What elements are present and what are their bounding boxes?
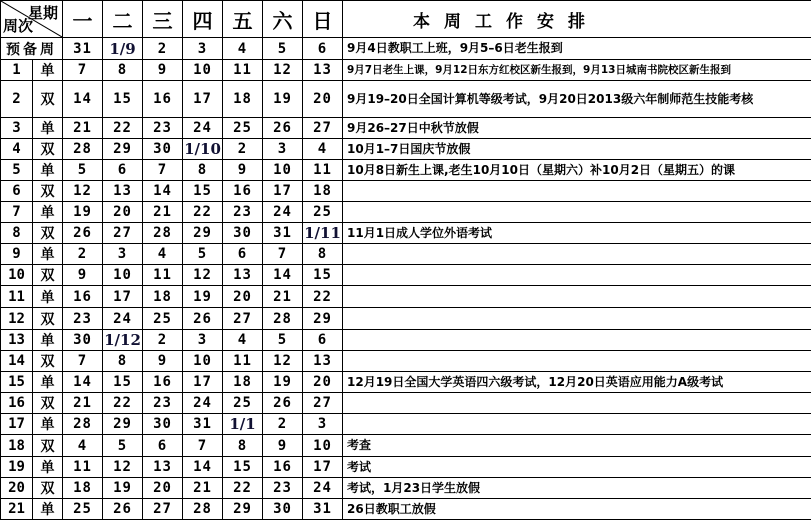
date-cell: 19 xyxy=(103,478,143,499)
date-cell: 22 xyxy=(303,286,343,308)
week-row xyxy=(1,265,811,286)
date-cell: 11 xyxy=(63,457,103,478)
date-cell: 20 xyxy=(303,81,343,118)
date-cell: 2 xyxy=(63,244,103,265)
weekly-plan-cell: 9月19–20日全国计算机等级考试，9月20日2013级六年制师范生技能考核 xyxy=(343,81,811,118)
date-cell: 8 xyxy=(183,160,223,181)
date-cell: 24 xyxy=(303,478,343,499)
week-row xyxy=(1,457,811,478)
weekly-plan-cell xyxy=(343,414,811,435)
date-cell: 18 xyxy=(63,478,103,499)
week-row xyxy=(1,393,811,414)
date-cell: 27 xyxy=(143,499,183,520)
week-row xyxy=(1,499,811,520)
date-cell: 30 xyxy=(263,499,303,520)
date-cell: 21 xyxy=(63,118,103,139)
date-cell: 8 xyxy=(103,60,143,81)
date-cell: 5 xyxy=(263,330,303,351)
week-parity: 单 xyxy=(33,372,63,393)
date-cell: 25 xyxy=(223,393,263,414)
week-number: 16 xyxy=(1,393,33,414)
week-row xyxy=(1,81,811,118)
date-cell: 12 xyxy=(263,60,303,81)
date-cell: 15 xyxy=(103,81,143,118)
week-row xyxy=(1,286,811,308)
date-cell: 9 xyxy=(263,435,303,457)
date-cell: 14 xyxy=(263,265,303,286)
calendar-body xyxy=(1,38,811,520)
date-cell: 13 xyxy=(303,60,343,81)
date-cell: 7 xyxy=(263,244,303,265)
month-start-date-cell: 1/12 xyxy=(103,330,143,351)
date-cell: 7 xyxy=(143,160,183,181)
date-cell: 12 xyxy=(63,181,103,202)
weekday-axis-label: 星期 xyxy=(28,2,58,23)
weekly-plan-cell xyxy=(343,351,811,372)
date-cell: 19 xyxy=(263,372,303,393)
prep-week-label: 预备周 xyxy=(1,38,63,60)
date-cell: 7 xyxy=(63,60,103,81)
date-cell: 15 xyxy=(223,457,263,478)
date-cell: 3 xyxy=(103,244,143,265)
week-parity: 双 xyxy=(33,81,63,118)
date-cell: 17 xyxy=(183,372,223,393)
date-cell: 19 xyxy=(63,202,103,223)
week-parity: 双 xyxy=(33,181,63,202)
date-cell: 16 xyxy=(63,286,103,308)
date-cell: 5 xyxy=(263,38,303,60)
date-cell: 11 xyxy=(143,265,183,286)
date-cell: 28 xyxy=(63,414,103,435)
week-number: 21 xyxy=(1,499,33,520)
date-cell: 3 xyxy=(263,139,303,160)
date-cell: 31 xyxy=(303,499,343,520)
week-row xyxy=(1,330,811,351)
date-cell: 14 xyxy=(183,457,223,478)
date-cell: 28 xyxy=(183,499,223,520)
date-cell: 29 xyxy=(183,223,223,244)
week-parity: 双 xyxy=(33,308,63,330)
week-parity: 单 xyxy=(33,330,63,351)
date-cell: 6 xyxy=(103,160,143,181)
date-cell: 27 xyxy=(223,308,263,330)
date-cell: 10 xyxy=(263,160,303,181)
date-cell: 26 xyxy=(183,308,223,330)
week-parity: 单 xyxy=(33,202,63,223)
date-cell: 24 xyxy=(263,202,303,223)
week-number: 17 xyxy=(1,414,33,435)
week-number: 10 xyxy=(1,265,33,286)
date-cell: 6 xyxy=(223,244,263,265)
date-cell: 3 xyxy=(303,414,343,435)
date-cell: 23 xyxy=(63,308,103,330)
date-cell: 8 xyxy=(103,351,143,372)
week-parity: 单 xyxy=(33,60,63,81)
date-cell: 20 xyxy=(143,478,183,499)
date-cell: 7 xyxy=(63,351,103,372)
week-axis-label: 周次 xyxy=(3,15,33,36)
date-cell: 17 xyxy=(303,457,343,478)
week-parity: 单 xyxy=(33,457,63,478)
week-row xyxy=(1,160,811,181)
week-number: 5 xyxy=(1,160,33,181)
date-cell: 27 xyxy=(103,223,143,244)
week-number: 15 xyxy=(1,372,33,393)
date-cell: 16 xyxy=(143,372,183,393)
weekday-header-sat: 六 xyxy=(263,1,303,38)
date-cell: 21 xyxy=(63,393,103,414)
date-cell: 12 xyxy=(263,351,303,372)
date-cell: 3 xyxy=(183,38,223,60)
date-cell: 16 xyxy=(143,81,183,118)
date-cell: 11 xyxy=(303,160,343,181)
week-number: 1 xyxy=(1,60,33,81)
date-cell: 18 xyxy=(143,286,183,308)
date-cell: 21 xyxy=(143,202,183,223)
week-number: 4 xyxy=(1,139,33,160)
week-number: 3 xyxy=(1,118,33,139)
date-cell: 5 xyxy=(63,160,103,181)
weekday-header-thu: 四 xyxy=(183,1,223,38)
week-row xyxy=(1,202,811,223)
week-row xyxy=(1,223,811,244)
week-parity: 单 xyxy=(33,414,63,435)
date-cell: 23 xyxy=(263,478,303,499)
date-cell: 19 xyxy=(183,286,223,308)
date-cell: 7 xyxy=(183,435,223,457)
week-row xyxy=(1,372,811,393)
weekly-plan-cell xyxy=(343,393,811,414)
date-cell: 26 xyxy=(263,118,303,139)
date-cell: 17 xyxy=(263,181,303,202)
weekly-plan-cell: 考试 xyxy=(343,457,811,478)
date-cell: 22 xyxy=(223,478,263,499)
date-cell: 18 xyxy=(303,181,343,202)
week-number: 7 xyxy=(1,202,33,223)
week-row xyxy=(1,478,811,499)
date-cell: 5 xyxy=(103,435,143,457)
date-cell: 9 xyxy=(143,60,183,81)
date-cell: 14 xyxy=(63,372,103,393)
date-cell: 12 xyxy=(183,265,223,286)
week-number: 18 xyxy=(1,435,33,457)
corner-header xyxy=(1,1,63,38)
weekday-header-mon: 一 xyxy=(63,1,103,38)
date-cell: 8 xyxy=(223,435,263,457)
weekly-plan-header: 本周工作安排 xyxy=(343,1,811,38)
date-cell: 4 xyxy=(223,330,263,351)
date-cell: 13 xyxy=(223,265,263,286)
week-parity: 双 xyxy=(33,393,63,414)
week-parity: 单 xyxy=(33,160,63,181)
date-cell: 2 xyxy=(223,139,263,160)
week-parity: 单 xyxy=(33,244,63,265)
date-cell: 19 xyxy=(263,81,303,118)
date-cell: 20 xyxy=(223,286,263,308)
weekly-plan-cell xyxy=(343,286,811,308)
date-cell: 26 xyxy=(63,223,103,244)
date-cell: 10 xyxy=(183,351,223,372)
header-row xyxy=(1,1,811,38)
weekly-plan-cell xyxy=(343,330,811,351)
date-cell: 15 xyxy=(303,265,343,286)
date-cell: 29 xyxy=(303,308,343,330)
weekly-plan-cell: 10月8日新生上课,老生10月10日（星期六）补10月2日（星期五）的课 xyxy=(343,160,811,181)
date-cell: 11 xyxy=(223,60,263,81)
date-cell: 30 xyxy=(63,330,103,351)
week-row xyxy=(1,118,811,139)
week-row xyxy=(1,308,811,330)
week-number: 13 xyxy=(1,330,33,351)
date-cell: 21 xyxy=(263,286,303,308)
weekday-header-tue: 二 xyxy=(103,1,143,38)
date-cell: 13 xyxy=(143,457,183,478)
week-row xyxy=(1,181,811,202)
date-cell: 15 xyxy=(103,372,143,393)
date-cell: 24 xyxy=(183,118,223,139)
week-number: 2 xyxy=(1,81,33,118)
date-cell: 26 xyxy=(263,393,303,414)
date-cell: 11 xyxy=(223,351,263,372)
week-number: 20 xyxy=(1,478,33,499)
weekly-plan-cell: 9月7日老生上课，9月12日东方红校区新生报到，9月13日城南书院校区新生报到 xyxy=(343,60,811,81)
weekly-plan-cell: 11月1日成人学位外语考试 xyxy=(343,223,811,244)
date-cell: 6 xyxy=(303,38,343,60)
date-cell: 14 xyxy=(63,81,103,118)
date-cell: 17 xyxy=(103,286,143,308)
date-cell: 25 xyxy=(223,118,263,139)
date-cell: 15 xyxy=(183,181,223,202)
week-number: 11 xyxy=(1,286,33,308)
date-cell: 29 xyxy=(103,414,143,435)
date-cell: 31 xyxy=(263,223,303,244)
date-cell: 10 xyxy=(303,435,343,457)
weekly-plan-cell: 9月4日教职工上班，9月5–6日老生报到 xyxy=(343,38,811,60)
date-cell: 18 xyxy=(223,372,263,393)
date-cell: 25 xyxy=(303,202,343,223)
date-cell: 17 xyxy=(183,81,223,118)
week-number: 12 xyxy=(1,308,33,330)
weekly-plan-cell xyxy=(343,265,811,286)
date-cell: 30 xyxy=(223,223,263,244)
week-parity: 双 xyxy=(33,435,63,457)
date-cell: 9 xyxy=(143,351,183,372)
weekly-plan-cell: 10月1–7日国庆节放假 xyxy=(343,139,811,160)
weekly-plan-cell xyxy=(343,181,811,202)
weekday-header-wed: 三 xyxy=(143,1,183,38)
week-number: 14 xyxy=(1,351,33,372)
week-row xyxy=(1,60,811,81)
date-cell: 30 xyxy=(143,414,183,435)
week-parity: 单 xyxy=(33,286,63,308)
date-cell: 24 xyxy=(183,393,223,414)
date-cell: 30 xyxy=(143,139,183,160)
date-cell: 29 xyxy=(223,499,263,520)
date-cell: 16 xyxy=(263,457,303,478)
date-cell: 13 xyxy=(103,181,143,202)
weekly-plan-cell xyxy=(343,244,811,265)
date-cell: 16 xyxy=(223,181,263,202)
date-cell: 28 xyxy=(263,308,303,330)
date-cell: 26 xyxy=(103,499,143,520)
date-cell: 2 xyxy=(143,330,183,351)
week-parity: 单 xyxy=(33,118,63,139)
date-cell: 2 xyxy=(263,414,303,435)
week-parity: 双 xyxy=(33,351,63,372)
week-row xyxy=(1,244,811,265)
week-parity: 双 xyxy=(33,139,63,160)
weekly-plan-cell: 考试，1月23日学生放假 xyxy=(343,478,811,499)
date-cell: 23 xyxy=(143,393,183,414)
date-cell: 22 xyxy=(103,393,143,414)
week-parity: 双 xyxy=(33,223,63,244)
date-cell: 31 xyxy=(183,414,223,435)
weekly-plan-cell xyxy=(343,308,811,330)
date-cell: 14 xyxy=(143,181,183,202)
date-cell: 27 xyxy=(303,393,343,414)
week-row xyxy=(1,435,811,457)
week-number: 9 xyxy=(1,244,33,265)
date-cell: 27 xyxy=(303,118,343,139)
week-row xyxy=(1,351,811,372)
date-cell: 12 xyxy=(103,457,143,478)
month-start-date-cell: 1/10 xyxy=(183,139,223,160)
date-cell: 31 xyxy=(63,38,103,60)
date-cell: 4 xyxy=(223,38,263,60)
week-parity: 双 xyxy=(33,265,63,286)
date-cell: 4 xyxy=(63,435,103,457)
date-cell: 2 xyxy=(143,38,183,60)
week-number: 8 xyxy=(1,223,33,244)
date-cell: 18 xyxy=(223,81,263,118)
date-cell: 5 xyxy=(183,244,223,265)
date-cell: 23 xyxy=(223,202,263,223)
date-cell: 25 xyxy=(63,499,103,520)
date-cell: 9 xyxy=(63,265,103,286)
month-start-date-cell: 1/9 xyxy=(103,38,143,60)
weekly-plan-cell: 12月19日全国大学英语四六级考试，12月20日英语应用能力A级考试 xyxy=(343,372,811,393)
date-cell: 28 xyxy=(63,139,103,160)
date-cell: 22 xyxy=(183,202,223,223)
weekly-plan-cell xyxy=(343,202,811,223)
weekday-header-fri: 五 xyxy=(223,1,263,38)
date-cell: 10 xyxy=(103,265,143,286)
weekday-header-sun: 日 xyxy=(303,1,343,38)
date-cell: 6 xyxy=(143,435,183,457)
date-cell: 28 xyxy=(143,223,183,244)
date-cell: 9 xyxy=(223,160,263,181)
date-cell: 25 xyxy=(143,308,183,330)
week-row xyxy=(1,38,811,60)
weekly-plan-cell: 9月26–27日中秋节放假 xyxy=(343,118,811,139)
week-number: 6 xyxy=(1,181,33,202)
date-cell: 29 xyxy=(103,139,143,160)
month-start-date-cell: 1/11 xyxy=(303,223,343,244)
date-cell: 21 xyxy=(183,478,223,499)
week-parity: 双 xyxy=(33,478,63,499)
date-cell: 22 xyxy=(103,118,143,139)
date-cell: 3 xyxy=(183,330,223,351)
week-row xyxy=(1,414,811,435)
date-cell: 20 xyxy=(103,202,143,223)
month-start-date-cell: 1/1 xyxy=(223,414,263,435)
date-cell: 10 xyxy=(183,60,223,81)
date-cell: 20 xyxy=(303,372,343,393)
date-cell: 23 xyxy=(143,118,183,139)
date-cell: 24 xyxy=(103,308,143,330)
date-cell: 6 xyxy=(303,330,343,351)
weekly-plan-cell: 考查 xyxy=(343,435,811,457)
date-cell: 4 xyxy=(143,244,183,265)
date-cell: 8 xyxy=(303,244,343,265)
week-row xyxy=(1,139,811,160)
date-cell: 13 xyxy=(303,351,343,372)
weekly-plan-cell: 26日教职工放假 xyxy=(343,499,811,520)
week-parity: 单 xyxy=(33,499,63,520)
date-cell: 4 xyxy=(303,139,343,160)
week-number: 19 xyxy=(1,457,33,478)
